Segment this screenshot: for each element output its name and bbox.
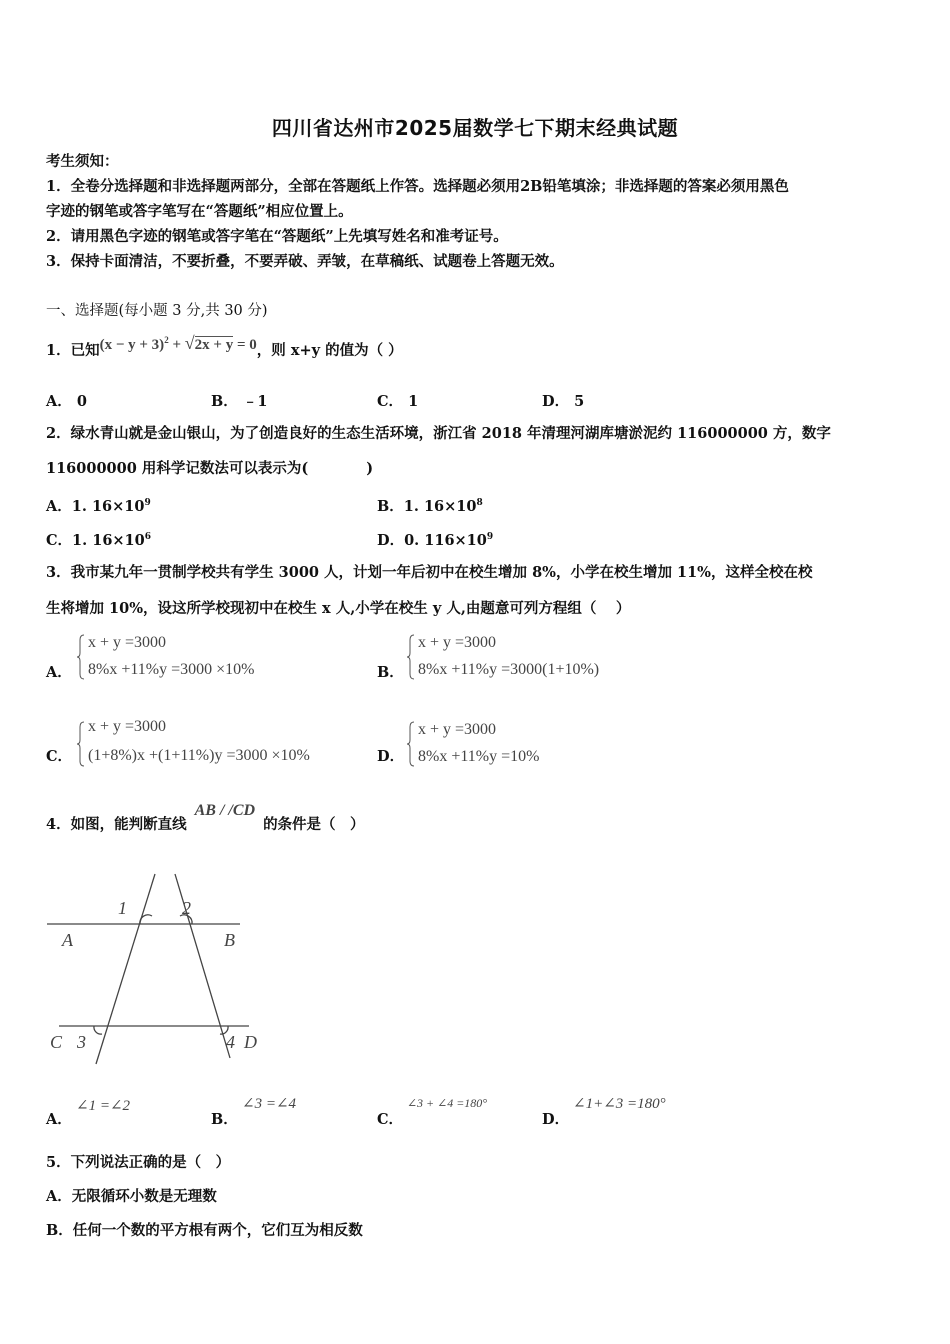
figure-label: A xyxy=(62,930,73,950)
option-d-label: D． xyxy=(542,1111,570,1128)
option-d-label: D． xyxy=(377,748,405,765)
brace-icon xyxy=(406,721,416,767)
figure-label: D xyxy=(244,1032,257,1052)
equation-row: (1+8%)x +(1+11%)y =3000 ×10% xyxy=(88,747,310,764)
option-a-label: A． xyxy=(46,664,72,681)
section-heading: 一、选择题(每小题 3 分,共 30 分) xyxy=(46,303,268,319)
brace-icon xyxy=(406,634,416,680)
question-3-line: 生将增加 10%，设这所学校现初中在校生 x 人,小学在校生 y 人,由题意可列方程组（ ） xyxy=(46,600,631,617)
equation-row: x + y =3000 xyxy=(418,721,497,738)
figure-label: 2 xyxy=(182,898,191,918)
option-c-label: C． xyxy=(377,1111,404,1128)
option-b-formula: ∠3 =∠4 xyxy=(242,1096,297,1112)
formula: AB / /CD xyxy=(194,802,256,819)
figure-label: 1 xyxy=(118,898,127,918)
formula: $(x - y + 3)^2 + √2x + y = 0$ xyxy=(99,333,257,353)
equation-row: 8%x +11%y =3000(1+10%) xyxy=(418,661,600,678)
option-d-formula: ∠1+∠3 =180° xyxy=(573,1096,666,1112)
equation-row: x + y =3000 xyxy=(88,634,167,651)
equation-row: 8%x +11%y =10% xyxy=(418,748,540,765)
question-prefix: 1．已知 xyxy=(46,342,100,359)
equation-row: x + y =3000 xyxy=(418,634,497,651)
option-b-label: B． xyxy=(211,1111,238,1128)
option-c: C．1. $16\times 10^6$ xyxy=(46,532,152,549)
brace-icon xyxy=(76,634,86,680)
question-2-line: 116000000 用科学记数法可以表示为( ) xyxy=(46,460,374,477)
option-a-formula: ∠1 =∠2 xyxy=(76,1098,131,1114)
page-title: 四川省达州市2025届数学七下期末经典试题 xyxy=(271,116,679,140)
notice-heading: 考生须知： xyxy=(46,153,119,170)
notice-item: 3．保持卡面清洁，不要折叠，不要弄破、弄皱，在草稿纸、试题卷上答题无效。 xyxy=(46,253,564,270)
option-b-system xyxy=(406,634,666,684)
parallel-lines-figure xyxy=(44,866,274,1076)
option-b: B．任何一个数的平方根有两个，它们互为相反数 xyxy=(46,1222,363,1239)
figure-label: 4 xyxy=(226,1032,235,1052)
question-2-line: 2．绿水青山就是金山银山，为了创造良好的生态生活环境，浙江省 2018 年清理河湖库塘淤泥约 116000000 方，数字 xyxy=(46,425,831,442)
angle-3-arc xyxy=(94,1026,102,1034)
option-d: D．0. $116\times 10^9$ xyxy=(377,532,494,549)
option-c-formula: ∠3 + ∠4 =180° xyxy=(407,1096,488,1110)
notice-item: 1．全卷分选择题和非选择题两部分，全部在答题纸上作答。选择题必须用2B铅笔填涂；非选择题的答案必须用黑色 xyxy=(46,178,789,195)
question-5: 5．下列说法正确的是（ ） xyxy=(46,1154,231,1171)
option-a-label: A． xyxy=(46,1111,72,1128)
brace-icon xyxy=(76,718,86,770)
notice-item: 2．请用黑色字迹的钢笔或答字笔在“答题纸”上先填写姓名和准考证号。 xyxy=(46,228,508,245)
option-c-system xyxy=(76,718,376,772)
question-3-line: 3．我市某九年一贯制学校共有学生 3000 人，计划一年后初中在校生增加 8%，小学在校生增加 11%，这样全校在校 xyxy=(46,564,813,581)
equation-row: x + y =3000 xyxy=(88,718,167,735)
option-c-label: C． xyxy=(46,748,73,765)
option-d-system xyxy=(406,721,666,771)
option-b-label: B． xyxy=(377,664,404,681)
option-a: A． 0 xyxy=(46,393,87,410)
question-suffix: ，则 x+y 的值为（ ） xyxy=(256,342,403,359)
option-a: A．无限循环小数是无理数 xyxy=(46,1188,217,1205)
notice-item: 字迹的钢笔或答字笔写在“答题纸”相应位置上。 xyxy=(46,203,353,220)
equation-row: 8%x +11%y =3000 ×10% xyxy=(88,661,255,678)
question-4: 4．如图，能判断直线AB / /CD的条件是（ ） xyxy=(46,802,365,833)
option-a: A．1. $16\times 10^9$ xyxy=(46,498,151,515)
option-c: C． 1 xyxy=(377,393,419,410)
option-b: B． ﹣1 xyxy=(211,393,268,410)
figure-label: B xyxy=(224,930,235,950)
figure-label: C xyxy=(50,1032,63,1052)
option-d: D． 5 xyxy=(542,393,585,410)
option-b: B．1. $16\times 10^8$ xyxy=(377,498,483,515)
question-1 xyxy=(46,333,403,361)
option-a-system xyxy=(76,634,336,684)
figure-label: 3 xyxy=(77,1032,86,1052)
